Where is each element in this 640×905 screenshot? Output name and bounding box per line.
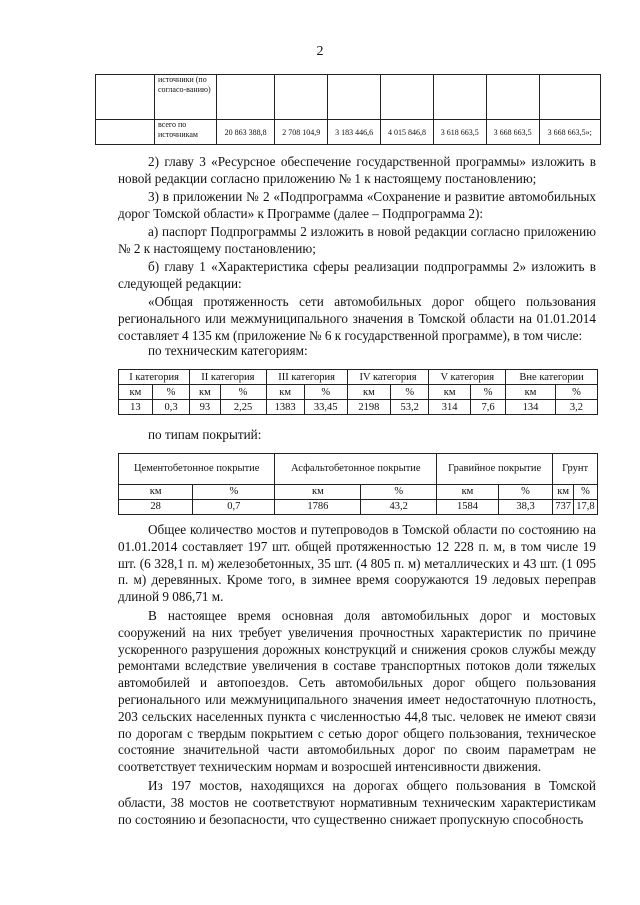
column-header: III категория: [266, 370, 347, 385]
column-header: Асфальтобетонное покрытие: [275, 454, 437, 485]
surface-types-table: [118, 453, 598, 515]
table-cell: 3 668 663,5: [486, 120, 539, 145]
table-cell: 737: [553, 500, 574, 515]
row-label-sources: источники (по согласо-ванию): [155, 75, 217, 120]
table-cell: 3,2: [555, 400, 597, 415]
table-cell: 53,2: [391, 400, 429, 415]
unit-pct: %: [304, 385, 347, 400]
table-row: [119, 400, 598, 415]
table-cell: 2 708 104,9: [275, 120, 328, 145]
table-cell-empty: [486, 75, 539, 120]
table-cell-empty: [96, 120, 155, 145]
table-row: [96, 120, 601, 145]
paragraph: б) главу 1 «Характеристика сферы реализации подпрограммы 2» изложить в следующей редакции:: [118, 259, 596, 291]
table-cell: 1786: [275, 500, 361, 515]
unit-km: км: [275, 485, 361, 500]
table-cell: 134: [506, 400, 556, 415]
table-cell: 3 618 663,5: [433, 120, 486, 145]
table-cell-empty: [433, 75, 486, 120]
unit-pct: %: [573, 485, 597, 500]
paragraph: В настоящее время основная доля автомобильных дорог и мостовых сооружений на них требует увеличения прочностных характеристик по причине ускоренного разрушения дорожных конструкций и снижения сроков службы между ремонтами вследствие увеличения в составе транспортных потоков доли тяжелых автомобилей и автопоездов. Сеть автомобильных дорог общего пользования регионального или межмуниципального значения имеет недостаточную плотность, 203 сельских населенных пункта с численностью 44,8 тыс. человек не имеют связи по дорогам с твердым покрытием с сетью дорог общего пользования, техническое состояние значительной части автомобильных дорог по своим параметрам не соответствует техническим нормам и возросшей интенсивности движения.: [118, 608, 596, 775]
table-cell: 20 863 388,8: [217, 120, 275, 145]
paragraph: «Общая протяженность сети автомобильных дорог общего пользования регионального или межмуниципального значения в Томской области на 01.01.2014 составляет 4 135 км (приложение № 6 к государственной программе), в том числе:: [118, 294, 596, 343]
technical-categories-table: [118, 369, 598, 415]
table-cell-empty: [539, 75, 600, 120]
column-header: Цементобетонное покрытие: [119, 454, 275, 485]
table-cell-empty: [217, 75, 275, 120]
unit-pct: %: [361, 485, 437, 500]
funding-table-fragment: [95, 74, 601, 145]
unit-km: км: [429, 385, 471, 400]
paragraph: а) паспорт Подпрограммы 2 изложить в новой редакции согласно приложению № 2 к настоящему постановлению;: [118, 224, 596, 256]
column-header: IV категория: [347, 370, 429, 385]
table-header-row: [119, 454, 598, 485]
unit-pct: %: [220, 385, 266, 400]
paragraph: 3) в приложении № 2 «Подпрограмма «Сохранение и развитие автомобильных дорог Томской области» к Программе (далее – Подпрограмма 2):: [118, 189, 596, 221]
table-cell: 13: [119, 400, 153, 415]
table-cell-empty: [381, 75, 434, 120]
table-cell-empty: [328, 75, 381, 120]
row-label-total: всего по источникам: [155, 120, 217, 145]
page-number: 2: [316, 44, 324, 59]
table-cell: 33,45: [304, 400, 347, 415]
table-units-row: [119, 385, 598, 400]
table-cell: 3 183 446,6: [328, 120, 381, 145]
table-cell: 38,3: [498, 500, 552, 515]
column-header: Грунт: [553, 454, 598, 485]
unit-pct: %: [152, 385, 189, 400]
table-cell: 314: [429, 400, 471, 415]
table-cell: 4 015 846,8: [381, 120, 434, 145]
table-cell: 3 668 663,5»;: [539, 120, 600, 145]
table-cell: 43,2: [361, 500, 437, 515]
paragraph: 2) главу 3 «Ресурсное обеспечение государственной программы» изложить в новой редакции согласно приложению № 1 к настоящему постановлению;: [118, 154, 596, 186]
unit-km: км: [119, 485, 193, 500]
unit-km: км: [553, 485, 574, 500]
table-row: [119, 500, 598, 515]
unit-pct: %: [498, 485, 552, 500]
table-units-row: [119, 485, 598, 500]
unit-km: км: [190, 385, 220, 400]
table-cell: 7,6: [471, 400, 506, 415]
paragraph: Из 197 мостов, находящихся на дорогах общего пользования в Томской области, 38 мостов не соответствуют нормативным техническим характеристикам по состоянию и безопасности, что существенно снижает пропускную способность: [118, 778, 596, 827]
table-row: [96, 75, 601, 120]
table-cell: 2198: [347, 400, 390, 415]
column-header: V категория: [429, 370, 506, 385]
unit-pct: %: [193, 485, 275, 500]
unit-pct: %: [391, 385, 429, 400]
table-cell-empty: [96, 75, 155, 120]
column-header: Гравийное покрытие: [437, 454, 553, 485]
column-header: II категория: [190, 370, 266, 385]
table-cell: 1584: [437, 500, 499, 515]
table-cell: 2,25: [220, 400, 266, 415]
table-cell: 28: [119, 500, 193, 515]
unit-km: км: [119, 385, 153, 400]
table-cell-empty: [275, 75, 328, 120]
table-cell: 1383: [266, 400, 304, 415]
paragraph: по техническим категориям:: [148, 343, 308, 358]
column-header: I категория: [119, 370, 190, 385]
unit-pct: %: [471, 385, 506, 400]
paragraph: Общее количество мостов и путепроводов в Томской области по состоянию на 01.01.2014 составляет 197 шт. общей протяженностью 12 228 п. м, в том числе 19 шт. (6 328,1 п. м) железобетонных, 35 шт. (4 805 п. м) металлических и 43 шт. (1 095 п. м) деревянных. Кроме того, в зимнее время сооружаются 19 ледовых переправ длиной 9 086,71 м.: [118, 522, 596, 605]
table-cell: 0,3: [152, 400, 189, 415]
paragraph: по типам покрытий:: [148, 427, 262, 442]
unit-km: км: [437, 485, 499, 500]
table-cell: 93: [190, 400, 220, 415]
column-header: Вне категории: [506, 370, 598, 385]
unit-pct: %: [555, 385, 597, 400]
unit-km: км: [506, 385, 556, 400]
unit-km: км: [266, 385, 304, 400]
table-cell: 17,8: [573, 500, 597, 515]
table-header-row: [119, 370, 598, 385]
table-cell: 0,7: [193, 500, 275, 515]
unit-km: км: [347, 385, 390, 400]
